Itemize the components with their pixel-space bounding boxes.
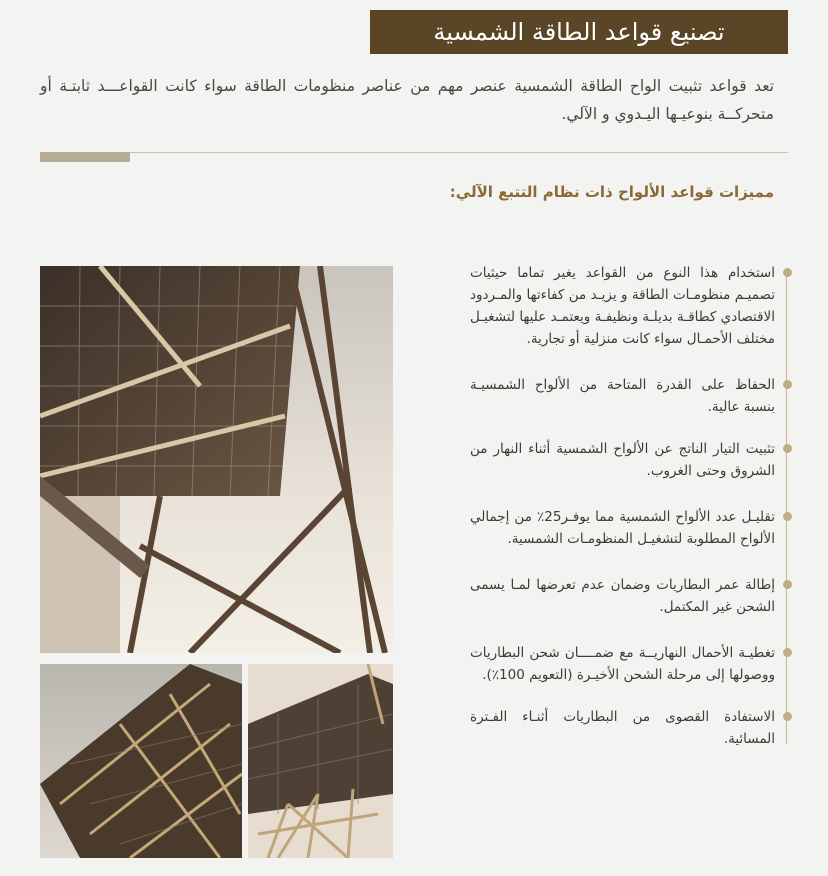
feature-text: الحفاظ على القدرة المتاحة من الألواح الشمسيـة بنسبة عالية. — [470, 377, 775, 415]
section-divider-accent — [40, 152, 130, 162]
feature-item — [470, 262, 775, 350]
feature-text: تغطيـة الأحمال النهاريــة مع ضمــــان شحن البطاريات ووصولها إلى مرحلة الشحن الأخيـرة (التعويم 100٪). — [470, 645, 775, 683]
feature-timeline-line — [786, 272, 787, 744]
feature-item — [470, 506, 775, 550]
feature-item — [470, 706, 775, 750]
page-title-banner — [370, 10, 788, 54]
feature-text: تثبيت التيار الناتج عن الألواح الشمسية أثناء النهار من الشروق وحتى الغروب. — [470, 441, 775, 479]
bullet-icon — [783, 380, 792, 389]
section-divider — [40, 152, 788, 153]
page-title: تصنيع قواعد الطاقة الشمسية — [433, 18, 725, 46]
bullet-icon — [783, 648, 792, 657]
bullet-icon — [783, 512, 792, 521]
solar-panel-tracker-photo — [40, 266, 393, 653]
bullet-icon — [783, 712, 792, 721]
feature-text: استخدام هذا النوع من القواعد يغير تماما حيثيات تصميـم منظومـات الطاقة و يزيـد من كفاءتها والمـردود الاقتصادي كطاقـة بديلـة ونظيفـة ويعتمـد عليها لتشغيـل مختلف الأحمـال سواء كانت منزلية أو تجارية. — [470, 265, 775, 347]
feature-list — [470, 262, 775, 750]
feature-text: الاستفادة القصوى من البطاريات أثنـاء الفـترة المسائية. — [470, 709, 775, 747]
feature-text: إطالة عمر البطاريات وضمان عدم تعرضها لمـا يسمى الشحن غير المكتمل. — [470, 577, 775, 615]
section-title: مميزات قواعد الألواح ذات نظام التتبع الآلي: — [449, 183, 774, 201]
solar-panel-structure-photo — [40, 664, 242, 858]
intro-paragraph: تعد قواعد تثبيت الواح الطاقة الشمسية عنصر مهم من عناصر منظومات الطاقة سواء كانت القواعـــد ثابتـة أو متحركــة بنوعيـها اليـدوي و الآلي. — [40, 77, 774, 123]
feature-item — [470, 574, 775, 618]
feature-item — [470, 374, 775, 418]
feature-item — [470, 642, 775, 686]
feature-text: تقليـل عدد الألواح الشمسية مما يوفـر25٪ من إجمالي الألواح المطلوبة لتشغيـل المنظومـات الشمسية. — [470, 509, 775, 547]
bullet-icon — [783, 268, 792, 277]
bullet-icon — [783, 444, 792, 453]
bullet-icon — [783, 580, 792, 589]
feature-item — [470, 438, 775, 482]
solar-panel-frame-photo — [248, 664, 393, 858]
